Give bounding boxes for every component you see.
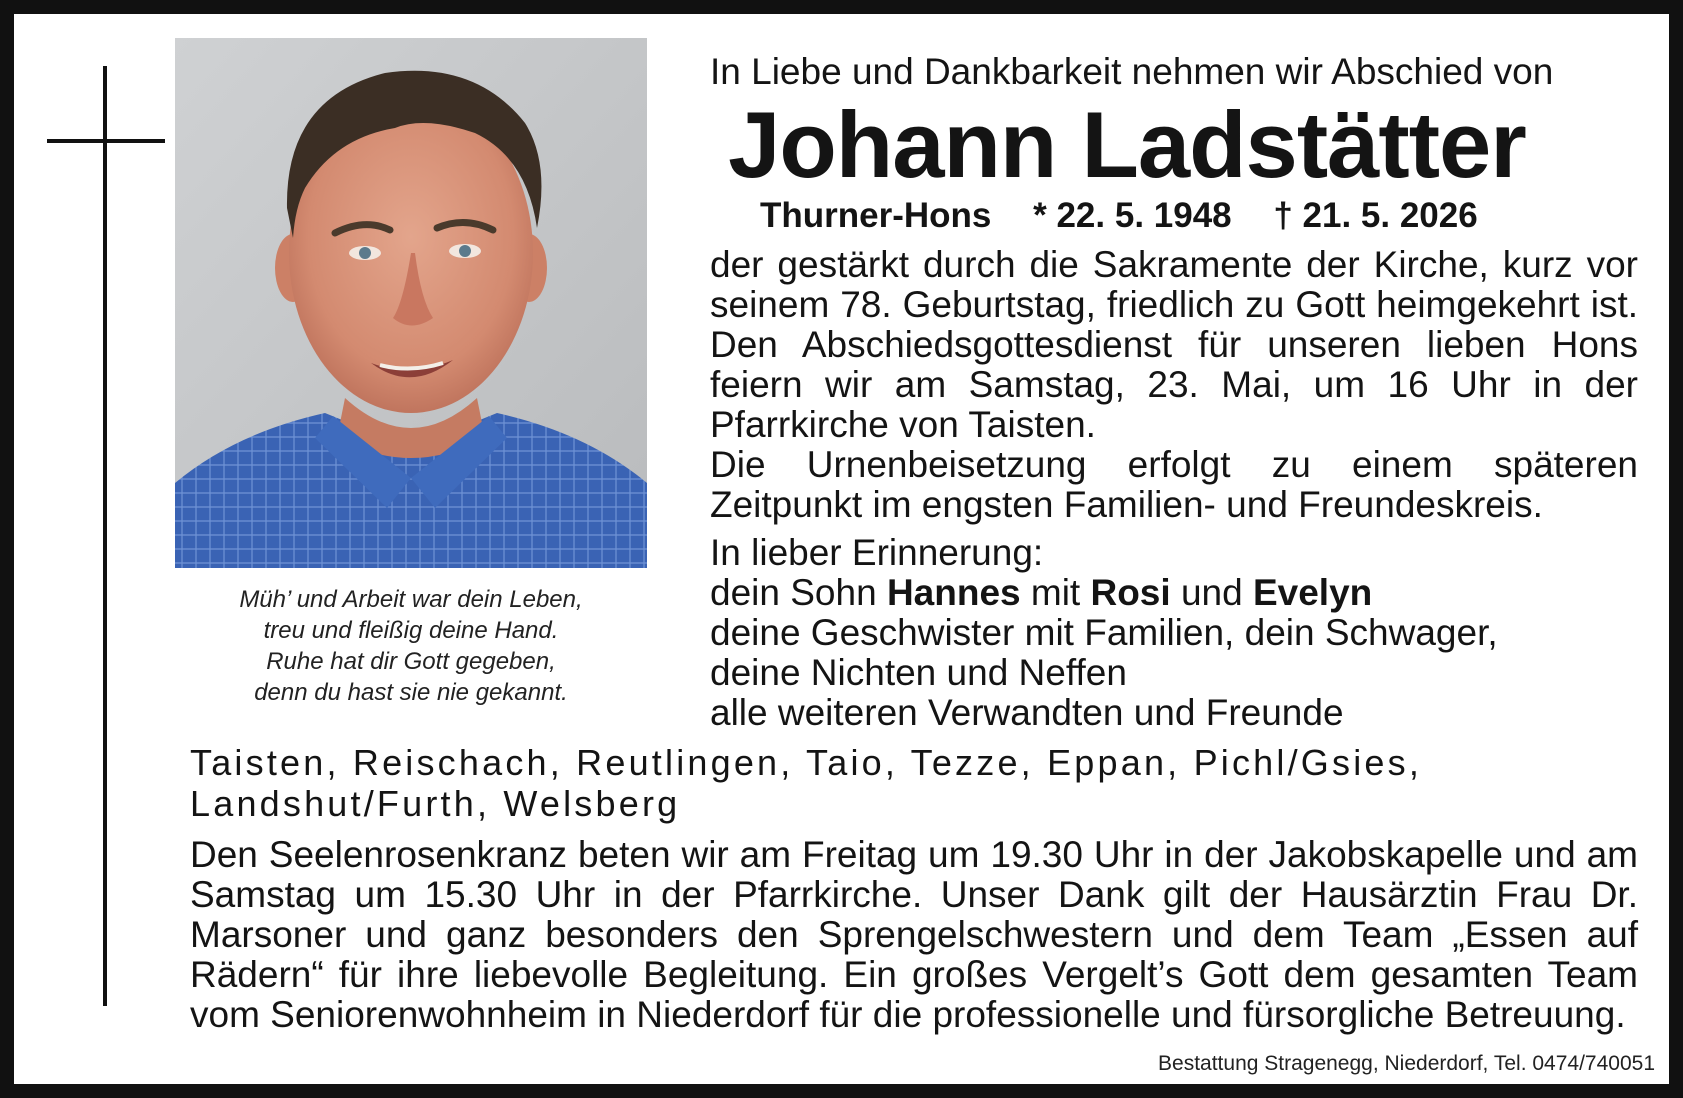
mourners-line: deine Nichten und Neffen	[710, 652, 1127, 693]
death-date: † 21. 5. 2026	[1273, 196, 1478, 235]
text-fragment: mit	[1020, 572, 1091, 613]
mourners-line	[710, 573, 1640, 613]
closing-text: Den Seelenrosenkranz beten wir am Freitag um 19.30 Uhr in der Jakobskapelle und am Samstag um 15.30 Uhr in der Pfarrkirche. Unser Dank gilt der Hausärztin Frau Dr. Marsoner und ganz besonders den Sprengelschwestern und dem Team „Essen auf Rädern“ für ihre liebevolle Begleitung. Ein großes Vergelt’s Gott dem gesamten Team vom Seniorenwohnheim in Niederdorf für die professionelle und fürsorgliche Betreuung.	[190, 834, 1638, 1035]
mourners-heading: In lieber Erinnerung:	[710, 532, 1044, 573]
poem-line: treu und fleißig deine Hand.	[263, 617, 559, 644]
poem-line: Müh’ und Arbeit war dein Leben,	[239, 586, 583, 613]
cross-icon-horizontal	[47, 139, 165, 143]
text-fragment: dein Sohn	[710, 572, 887, 613]
places-list	[190, 742, 1650, 824]
cross-icon-vertical	[103, 66, 107, 1006]
poem-line: denn du hast sie nie gekannt.	[254, 679, 568, 706]
body-paragraph: der gestärkt durch die Sakramente der Kirche, kurz vor seinem 78. Geburtstag, friedlich zu Gott heimgekehrt ist. Den Abschiedsgottesdienst für unseren lieben Hons feiern wir am Samstag, 23. Mai, um 16 Uhr in der Pfarrkirche von Taisten.	[710, 244, 1638, 445]
text-fragment: und	[1170, 572, 1253, 613]
notice-body	[710, 245, 1638, 525]
mourner-name: Hannes	[886, 572, 1021, 613]
mourners-list	[710, 533, 1640, 733]
mourner-name: Evelyn	[1252, 572, 1373, 613]
life-dates	[760, 196, 1640, 236]
funeral-home-credit: Bestattung Stragenegg, Niederdorf, Tel. 0474/740051	[1158, 1052, 1655, 1075]
body-paragraph: Die Urnenbeisetzung erfolgt zu einem späteren Zeitpunkt im engsten Familien- und Freundeskreis.	[710, 444, 1638, 525]
portrait-photo	[175, 38, 647, 568]
mourners-line: deine Geschwister mit Familien, dein Schwager,	[710, 612, 1498, 653]
places-line: Landshut/Furth, Welsberg	[190, 783, 681, 824]
intro-text: In Liebe und Dankbarkeit nehmen wir Abschied von	[710, 51, 1554, 92]
poem-line: Ruhe hat dir Gott gegeben,	[266, 648, 556, 675]
places-line: Taisten, Reischach, Reutlingen, Taio, Tezze, Eppan, Pichl/Gsies,	[190, 742, 1423, 783]
birth-date: * 22. 5. 1948	[1033, 196, 1232, 235]
memorial-poem	[175, 584, 647, 708]
deceased-name: Johann Ladstätter	[728, 92, 1526, 197]
nickname: Thurner-Hons	[760, 196, 992, 235]
mourner-name: Rosi	[1090, 572, 1171, 613]
mourners-line: alle weiteren Verwandten und Freunde	[710, 692, 1344, 733]
closing-paragraph	[190, 835, 1638, 1035]
